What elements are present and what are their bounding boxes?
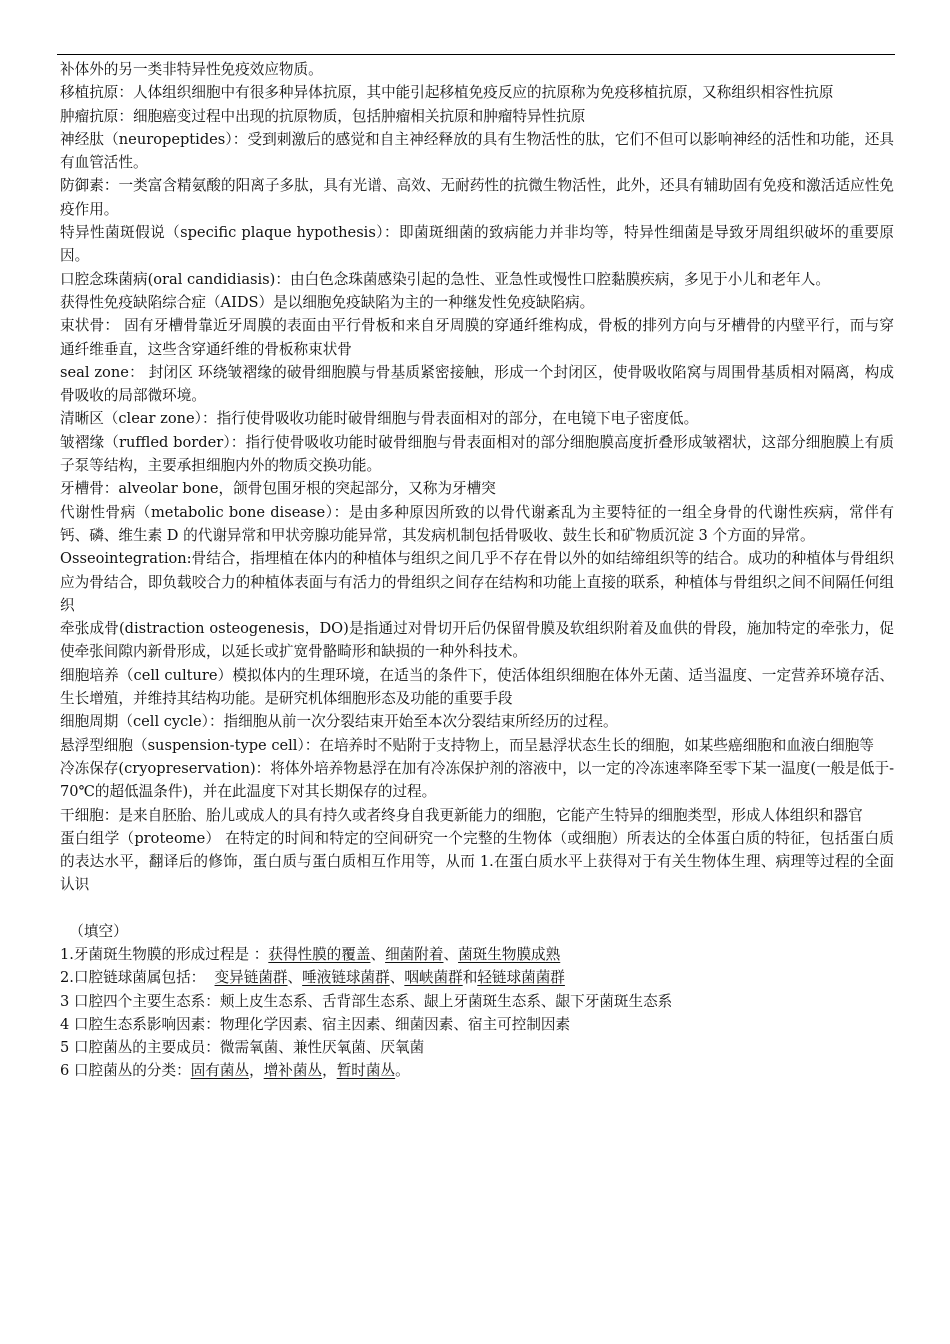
answer-underlined: 细菌附着	[385, 945, 444, 963]
paragraph: 补体外的另一类非特异性免疫效应物质。	[60, 61, 323, 78]
fill-question-2	[60, 966, 894, 989]
answer-underlined: 菌斑生物膜成熟	[458, 945, 561, 963]
question-prefix: 2.口腔链球菌属包括：	[60, 969, 215, 987]
paragraph: 口腔念珠菌病(oral candidiasis)：由白色念珠菌感染引起的急性、亚急性或慢性口腔黏膜疾病，多见于小儿和老年人。	[60, 270, 830, 288]
paragraph: 细胞培养（cell culture）模拟体内的生理环境，在适当的条件下，使活体组织细胞在体外无菌、适当温度、一定营养环境存活、生长增殖，并维持其结构功能。是研究机体细胞形态及功能的重要手段	[60, 666, 894, 708]
paragraph: 干细胞：是来自胚胎、胎儿或成人的具有持久或者终身自我更新能力的细胞，它能产生特异的细胞类型，形成人体组织和器官	[60, 806, 863, 824]
header-rule	[57, 54, 895, 55]
paragraph: 束状骨： 固有牙槽骨靠近牙周膜的表面由平行骨板和来自牙周膜的穿通纤维构成，骨板的排列方向与牙槽骨的内壁平行，而与穿通纤维垂直，这些含穿通纤维的骨板称束状骨	[60, 317, 894, 358]
paragraph: 清晰区（clear zone）：指行使骨吸收功能时破骨细胞与骨表面相对的部分，在电镜下电子密度低。	[60, 410, 699, 428]
answer-underlined: 固有菌丛	[190, 1062, 250, 1080]
fill-question-6	[60, 1059, 894, 1082]
section-gap	[60, 897, 894, 920]
fill-question-3: 3 口腔四个主要生态系：颊上皮生态系、舌背部生态系、龈上牙菌斑生态系、龈下牙菌斑生态系	[60, 992, 673, 1010]
separator: 、	[287, 969, 303, 987]
separator: 、	[443, 945, 459, 963]
paragraph: 冷冻保存(cryopreservation)：将体外培养物悬浮在加有冷冻保护剂的溶液中，以一定的冷冻速率降至零下某一温度(一般是低于-70℃的超低温条件)，并在此温度下对其长期保存的过程。	[60, 759, 894, 801]
paragraph: 防御素：一类富含精氨酸的阳离子多肽，具有光谱、高效、无耐药性的抗微生物活性，此外，还具有辅助固有免疫和激活适应性免疫作用。	[60, 177, 894, 218]
answer-underlined: 变异链菌群	[214, 969, 288, 987]
answer-underlined: 咽峡菌群	[404, 969, 463, 987]
paragraph: 获得性免疫缺陷综合症（AIDS）是以细胞免疫缺陷为主的一种继发性免疫缺陷病。	[60, 293, 595, 311]
question-prefix: 6 口腔菌丛的分类：	[60, 1062, 191, 1080]
fill-section-heading	[60, 920, 894, 943]
paragraph: 皱褶缘（ruffled border）：指行使骨吸收功能时破骨细胞与骨表面相对的部分细胞膜高度折叠形成皱褶状，这部分细胞膜上有质子泵等结构，主要承担细胞内外的物质交换功能。	[60, 433, 894, 475]
fill-question-5: 5 口腔菌丛的主要成员：微需氧菌、兼性厌氧菌、厌氧菌	[60, 1039, 425, 1057]
paragraph: 蛋白组学（proteome） 在特定的时间和特定的空间研究一个完整的生物体（或细胞）所表达的全体蛋白质的特征，包括蛋白质的表达水平，翻译后的修饰，蛋白质与蛋白质相互作用等，从而 1.在蛋白质水平上获得对于有关生物体生理、病理等过程的全面认识	[60, 829, 894, 894]
paragraph: 代谢性骨病（metabolic bone disease）：是由多种原因所致的以骨代谢紊乱为主要特征的一组全身骨的代谢性疾病，常伴有钙、磷、维生素 D 的代谢异常和甲状旁腺功能异常，其发病机制包括骨吸收、鼓生长和矿物质沉淀 3 个方面的异常。	[60, 503, 894, 544]
fill-question-4: 4 口腔生态系影响因素：物理化学因素、宿主因素、细菌因素、宿主可控制因素	[60, 1015, 571, 1033]
answer-underlined: 轻链球菌菌群	[477, 969, 565, 987]
paragraph: seal zone： 封闭区 环绕皱褶缘的破骨细胞膜与骨基质紧密接触，形成一个封闭区，使骨吸收陷窝与周围骨基质相对隔离，构成骨吸收的局部微环境。	[60, 363, 894, 405]
separator: 和	[462, 969, 478, 987]
paragraph: 神经肽（neuropeptides）：受到刺激后的感觉和自主神经释放的具有生物活性的肽，它们不但可以影响神经的活性和功能，还具有血管活性。	[60, 130, 894, 172]
paragraph: 悬浮型细胞（suspension-type cell）：在培养时不贴附于支持物上，而呈悬浮状态生长的细胞，如某些癌细胞和血液白细胞等	[60, 736, 874, 754]
separator: ，	[249, 1062, 264, 1080]
paragraph: 牙槽骨：alveolar bone，颌骨包围牙根的突起部分，又称为牙槽突	[60, 480, 496, 498]
paragraph: 移植抗原：人体组织细胞中有很多种异体抗原，其中能引起移植免疫反应的抗原称为免疫移植抗原，又称组织相容性抗原	[60, 84, 834, 102]
paragraph: 细胞周期（cell cycle）：指细胞从前一次分裂结束开始至本次分裂结束所经历的过程。	[60, 713, 618, 731]
paragraph: 特异性菌斑假说（specific plaque hypothesis）：即菌斑细菌的致病能力并非均等，特异性细菌是导致牙周组织破坏的重要原因。	[60, 224, 894, 265]
fill-question-1	[60, 943, 894, 966]
separator: 。	[395, 1062, 410, 1080]
separator: 、	[370, 945, 386, 963]
fill-heading-text: （填空）	[69, 922, 128, 940]
paragraph: 肿瘤抗原：细胞癌变过程中出现的抗原物质，包括肿瘤相关抗原和肿瘤特异性抗原	[60, 107, 586, 125]
document-page	[60, 58, 894, 1083]
answer-underlined: 获得性膜的覆盖	[268, 945, 371, 963]
paragraph: Osseointegration:骨结合，指埋植在体内的种植体与组织之间几乎不存在骨以外的如结缔组织等的结合。成功的种植体与骨组织应为骨结合，即负载咬合力的种植体表面与有活力的骨组织之间存在结构和功能上直接的联系，种植体与骨组织之间不间隔任何组织	[60, 550, 894, 614]
answer-underlined: 唾液链球菌群	[302, 969, 390, 987]
paragraph: 牵张成骨(distraction osteogenesis，DO)是指通过对骨切开后仍保留骨膜及软组织附着及血供的骨段，施加特定的牵张力，促使牵张间隙内新骨形成，以延长或扩宽骨骼畸形和缺损的一种外科技术。	[60, 620, 894, 661]
question-prefix: 1.牙菌斑生物膜的形成过程是 ：	[60, 945, 269, 963]
answer-underlined: 暂时菌丛	[336, 1062, 396, 1080]
separator: ，	[322, 1062, 337, 1080]
separator: 、	[389, 969, 405, 987]
answer-underlined: 增补菌丛	[263, 1062, 323, 1080]
